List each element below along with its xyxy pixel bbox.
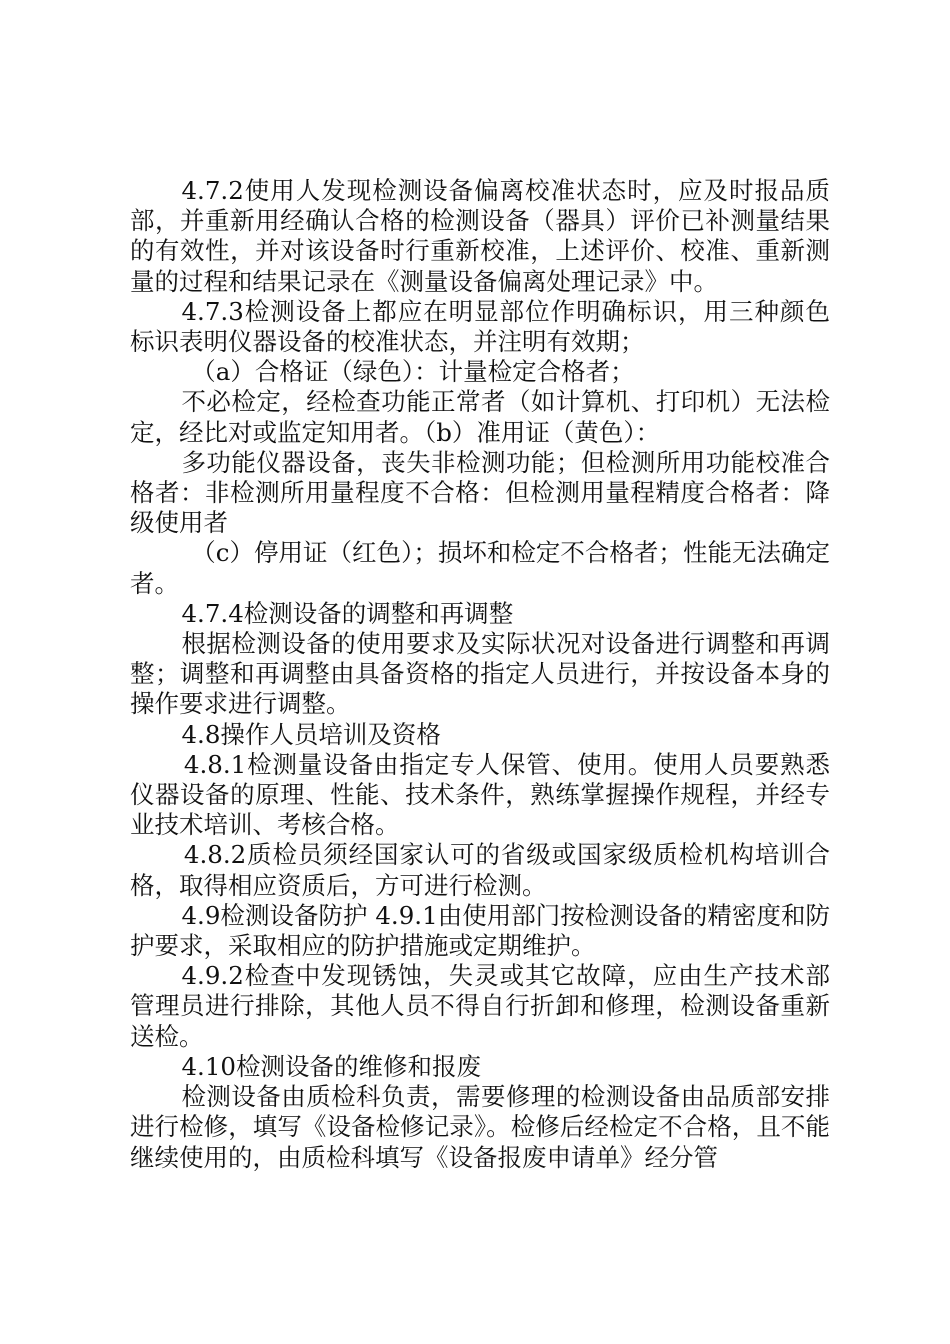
paragraph-adjustment: 根据检测设备的使用要求及实际状况对设备进行调整和再调整；调整和再调整由具备资格的指定人员进行，并按设备本身的操作要求进行调整。 xyxy=(130,629,830,719)
paragraph-item-c: （c）停用证（红色）；损坏和检定不合格者；性能无法确定者。 xyxy=(130,538,830,598)
paragraph-maintenance: 检测设备由质检科负责，需要修理的检测设备由品质部安排进行检修，填写《设备检修记录》。检修后经检定不合格，且不能继续使用的，由质检科填写《设备报废申请单》经分管 xyxy=(130,1082,830,1172)
paragraph-4-7-3: 4.7.3检测设备上都应在明显部位作明确标识，用三种颜色标识表明仪器设备的校准状态，并注明有效期； xyxy=(130,296,830,357)
heading-4-8: 4.8操作人员培训及资格 xyxy=(181,719,441,749)
heading-4-7-4: 4.7.4检测设备的调整和再调整 xyxy=(181,598,514,628)
paragraph-no-calibration: 不必检定，经检查功能正常者（如计算机、打印机）无法检定，经比对或监定知用者。（b）准用证（黄色）： xyxy=(130,387,830,447)
paragraph-4-8-1: 4.8.1检测量设备由指定专人保管、使用。使用人员要熟悉仪器设备的原理、性能、技术条件，熟练掌握操作规程，并经专业技术培训、考核合格。 xyxy=(130,749,830,840)
heading-4-10: 4.10检测设备的维修和报废 xyxy=(181,1051,481,1081)
document-body xyxy=(130,176,830,1173)
paragraph-multifunction: 多功能仪器设备，丧失非检测功能；但检测所用功能校准合格者：非检测所用量程度不合格：但检测用量程精度合格者：降级使用者 xyxy=(130,447,830,538)
paragraph-4-7-2: 4.7.2使用人发现检测设备偏离校准状态时，应及时报品质部，并重新用经确认合格的检测设备（器具）评价已补测量结果的有效性，并对该设备时行重新校准，上述评价、校准、重新测量的过程和结果记录在《测量设备偏离处理记录》中。 xyxy=(130,176,830,296)
paragraph-4-8-2: 4.8.2质检员须经国家认可的省级或国家级质检机构培训合格，取得相应资质后，方可进行检测。 xyxy=(130,840,830,900)
paragraph-4-9: 4.9检测设备防护 4.9.1由使用部门按检测设备的精密度和防护要求，采取相应的防护措施或定期维护。 xyxy=(130,900,830,961)
paragraph-item-a: （a）合格证（绿色）：计量检定合格者； xyxy=(191,357,635,387)
paragraph-4-9-2: 4.9.2检查中发现锈蚀，失灵或其它故障，应由生产技术部管理员进行排除，其他人员不得自行折卸和修理，检测设备重新送检。 xyxy=(130,961,830,1051)
